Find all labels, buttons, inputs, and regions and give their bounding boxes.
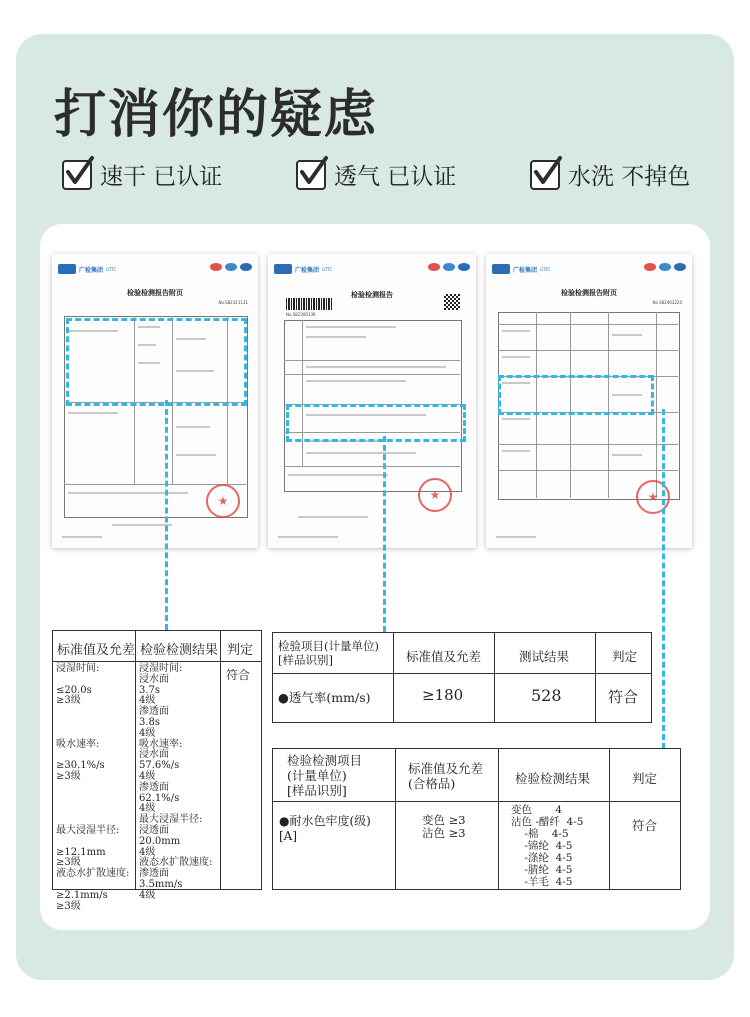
table-header: 测试结果 (494, 632, 596, 674)
badge-label: 速干 已认证 (100, 164, 223, 190)
qr-code-icon (444, 294, 460, 310)
cert-marks-icon (644, 263, 686, 271)
badge-label: 水洗 不掉色 (568, 164, 691, 190)
highlight-box (498, 375, 654, 415)
report-middle (268, 254, 476, 548)
highlight-box (286, 404, 466, 442)
report-org-sub: GTTC (322, 266, 333, 272)
check-icon (62, 160, 92, 190)
table-cell: 变色 4 沾色 -醋纤 4-5 -棉 4-5 -锦纶 4-5 -涤纶 4-5 -腈纶 4-5 -羊毛 4-5 (498, 801, 610, 890)
connector-line (383, 436, 386, 632)
page-title: 打消你的疑虑 (54, 85, 379, 145)
table-cell: 符合 (595, 673, 652, 723)
seal-stamp-icon: ★ (418, 478, 452, 512)
table-cell: 528 (494, 673, 596, 723)
check-icon (530, 160, 560, 190)
gttc-logo-icon (274, 264, 292, 274)
badge-colorfast (530, 158, 690, 191)
gttc-logo-icon (492, 264, 510, 274)
table-header: 标准值及允差 (52, 630, 136, 662)
cert-marks-icon (210, 263, 252, 271)
table-header: 检验检测结果 (135, 630, 221, 662)
table-header: 判定 (220, 630, 262, 662)
badge-quick-dry (62, 158, 222, 191)
table-cell: 浸湿时间: ≤20.0s ≥3级 吸水速率: ≥30.1%/s ≥3级 最大浸湿半径: ≥12.1mm ≥3级 液态水扩散速度: ≥2.1mm/s ≥3级 (52, 661, 136, 890)
gttc-logo-icon (58, 264, 76, 274)
connector-line (662, 409, 665, 749)
badge-breathable (296, 158, 456, 191)
badge-label: 透气 已认证 (334, 164, 457, 190)
table-header: 检验检测结果 (498, 748, 610, 802)
seal-stamp-icon: ★ (636, 480, 670, 514)
report-org: 广检集团 (79, 266, 104, 274)
table-cell: ●透气率(mm/s) (272, 673, 394, 723)
table-cell: ●耐水色牢度(级) [A] (272, 801, 396, 890)
report-number: No.S82300136 (286, 312, 316, 317)
seal-stamp-icon: ★ (206, 484, 240, 518)
table-cell: ≥180 (393, 673, 495, 723)
report-title: 检验检测报告 (351, 291, 393, 299)
cert-marks-icon (428, 263, 470, 271)
barcode-icon (286, 298, 332, 310)
table-cell: 符合 (609, 801, 681, 890)
highlight-box (66, 318, 247, 406)
table-header: 标准值及允差 (393, 632, 495, 674)
table-header: 判定 (609, 748, 681, 802)
table-cell: 符合 (220, 661, 262, 890)
table-header: 判定 (595, 632, 652, 674)
report-org-sub: GTTC (106, 266, 117, 272)
check-icon (296, 160, 326, 190)
table-header: 标准值及允差 (合格品) (395, 748, 499, 802)
report-org: 广检集团 (295, 266, 320, 274)
report-title: 检验检测报告附页 (127, 289, 183, 297)
table-header: 检验检测项目 (计量单位) [样品识别] (272, 748, 396, 802)
report-org-sub: GTTC (540, 266, 551, 272)
report-org: 广检集团 (513, 266, 538, 274)
report-number: No.S82311131 (218, 300, 248, 305)
connector-line (165, 400, 168, 630)
table-header: 检验项目(计量单位) [样品识别] (272, 632, 394, 674)
table-cell: 浸湿时间: 浸水面 3.7s 4级 渗透面 3.8s 4级 吸水速率: 浸水面 57.6%/s 4级 渗透面 62.1%/s 4级 最大浸湿半径: 浸透面 20.0mm 4级 液态水扩散速度: 渗透面 3.5mm/s 4级 (135, 661, 221, 890)
report-number: No.S82403220 (652, 300, 682, 305)
report-title: 检验检测报告附页 (561, 289, 617, 297)
table-cell: 变色 ≥3 沾色 ≥3 (395, 801, 499, 890)
